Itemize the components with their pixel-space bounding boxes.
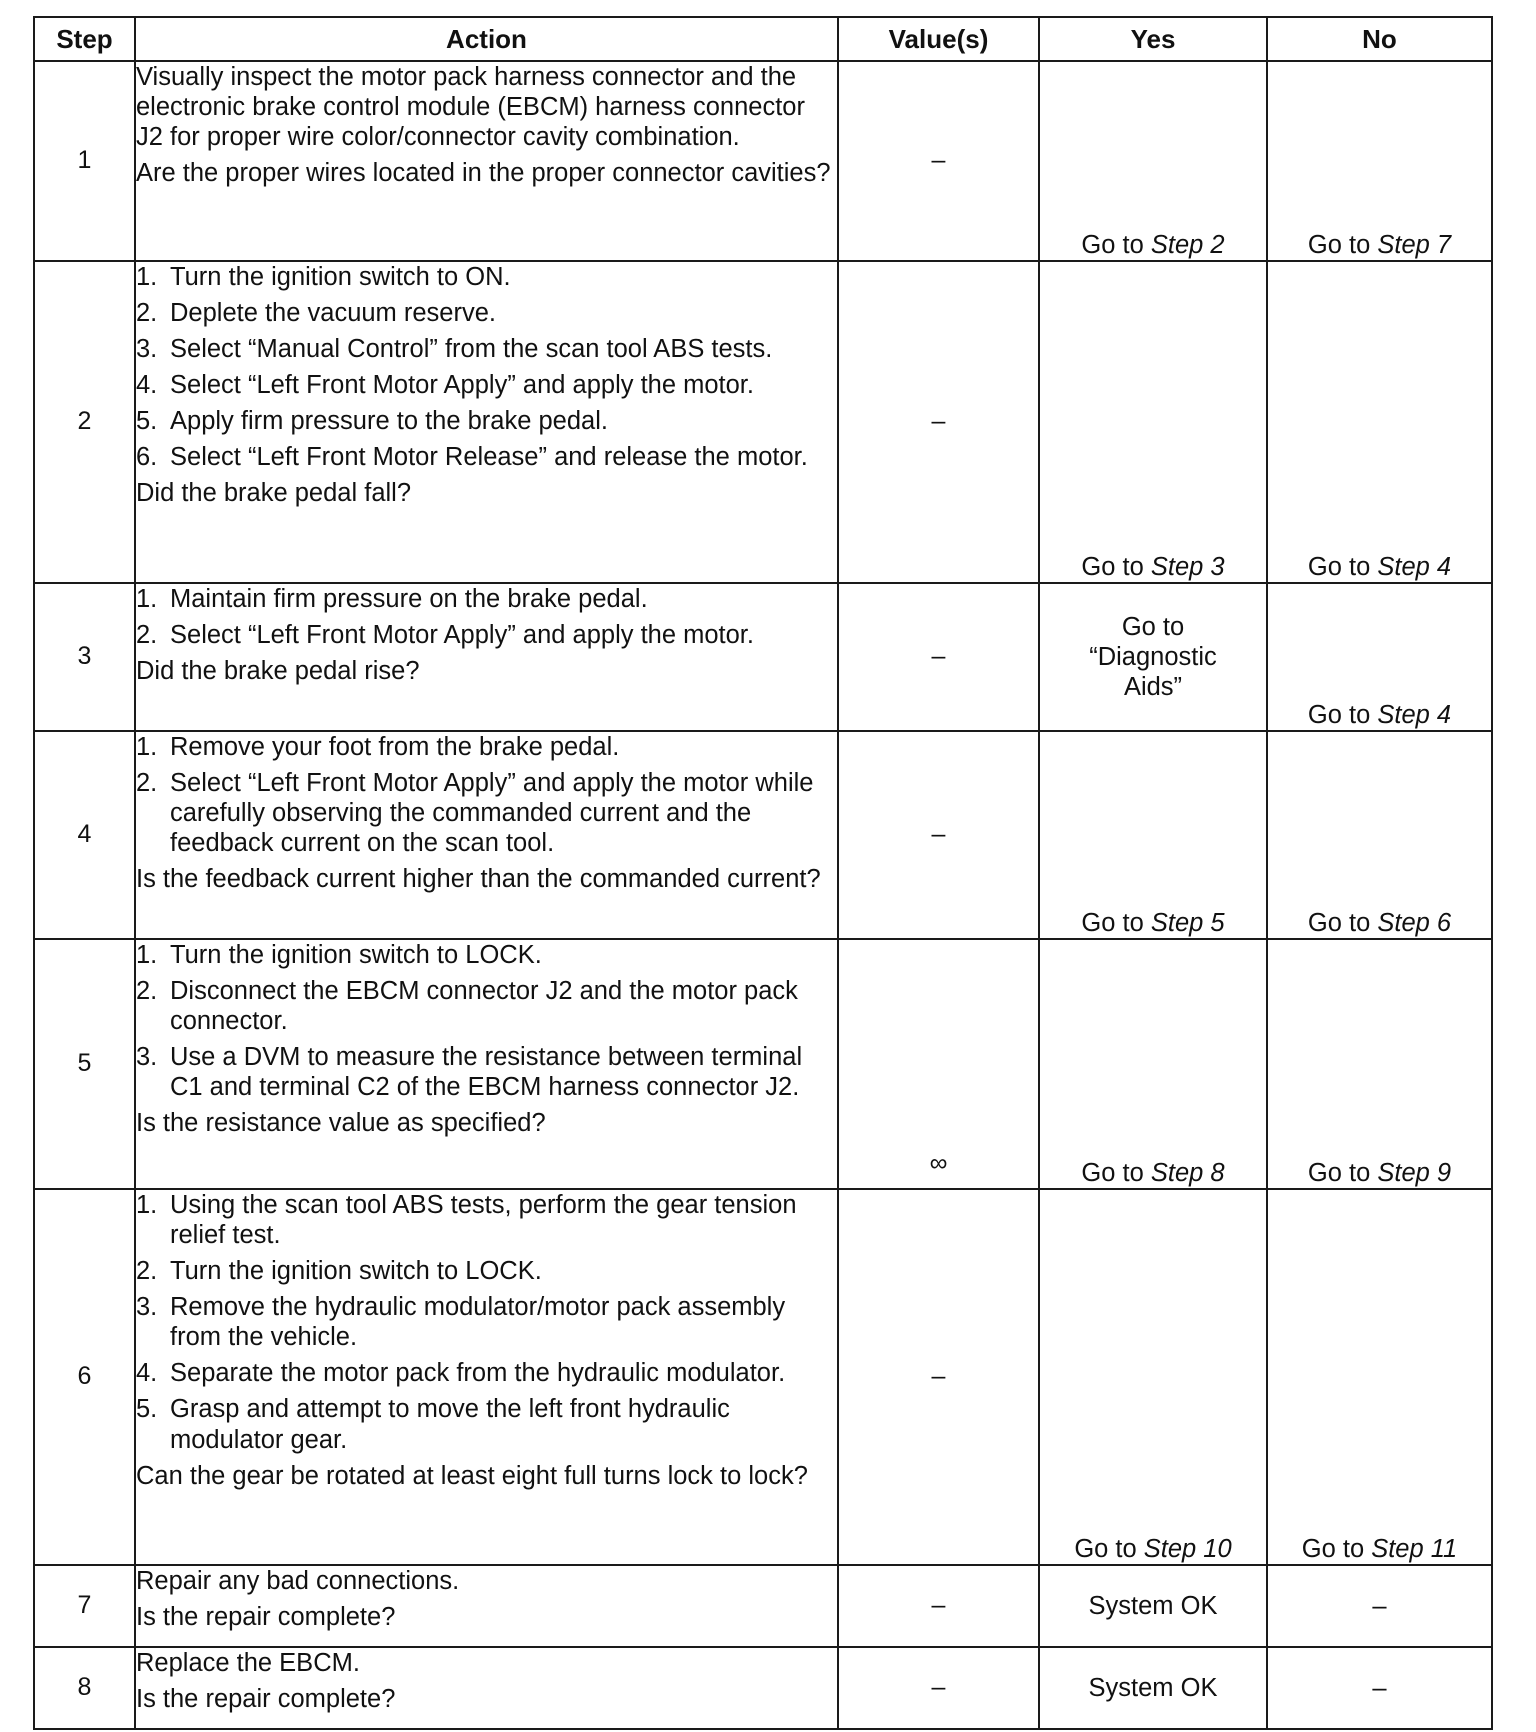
- go-to-step-link[interactable]: Step 4: [1377, 552, 1452, 581]
- list-item: [136, 1292, 837, 1352]
- header-yes: Yes: [1039, 17, 1267, 61]
- item-number: 1.: [136, 1191, 158, 1219]
- action-text: Replace the EBCM.: [136, 1649, 360, 1677]
- go-to-label: Go to: [1307, 552, 1378, 581]
- item-text: Deplete the vacuum reserve.: [170, 299, 496, 328]
- yes-cell[interactable]: [1039, 731, 1267, 939]
- list-item: [136, 620, 837, 650]
- list-item: [136, 406, 837, 436]
- item-number: 2.: [136, 1257, 158, 1286]
- table-row: [34, 1647, 1492, 1729]
- go-to-step-link[interactable]: Step 6: [1377, 908, 1452, 937]
- go-to-label: Go to: [1081, 230, 1151, 259]
- no-cell[interactable]: [1267, 261, 1492, 583]
- go-to-step-link[interactable]: Step 7: [1377, 230, 1452, 259]
- action-text: Visually inspect the motor pack harness connector and the electronic brake control module (EBCM) harness connector J2 for proper wire color/connector cavity combination.: [136, 63, 805, 152]
- item-text: Remove your foot from the brake pedal.: [170, 733, 620, 761]
- go-to-label: Go to: [1081, 552, 1151, 581]
- table-row: [34, 1189, 1492, 1565]
- item-number: 2.: [136, 977, 158, 1006]
- diagnostic-table-container: [33, 16, 1491, 1730]
- list-item: [136, 1358, 837, 1388]
- item-text: Turn the ignition switch to LOCK.: [170, 1257, 542, 1286]
- list-item: [136, 940, 837, 970]
- go-to-step-link[interactable]: Step 10: [1143, 1534, 1232, 1563]
- header-no: No: [1267, 17, 1492, 61]
- list-item: [136, 334, 837, 364]
- item-number: 3.: [136, 1043, 158, 1072]
- item-text: Select “Left Front Motor Apply” and apply the motor while carefully observing the commanded current and the feedback current on the scan tool.: [170, 769, 814, 858]
- value-cell: –: [838, 1189, 1039, 1565]
- list-item: [136, 976, 837, 1036]
- item-text: Using the scan tool ABS tests, perform the gear tension relief test.: [170, 1191, 797, 1250]
- list-item: [136, 1190, 837, 1250]
- step-number: 1: [34, 61, 135, 261]
- go-to-diagnostic-aids-link[interactable]: Go to “Diagnostic Aids”: [1089, 612, 1217, 702]
- step-number: 7: [34, 1565, 135, 1647]
- item-number: 5.: [136, 407, 158, 436]
- go-to-label: Go to: [1307, 1158, 1378, 1187]
- list-item: [136, 732, 837, 762]
- no-cell: –: [1267, 1565, 1492, 1647]
- action-steps-list: [136, 940, 837, 1102]
- action-question: Is the repair complete?: [136, 1685, 396, 1714]
- list-item: [136, 262, 837, 292]
- header-row: [34, 17, 1492, 61]
- action-steps-list: [136, 584, 837, 650]
- item-text: Remove the hydraulic modulator/motor pack assembly from the vehicle.: [170, 1293, 786, 1352]
- action-question: Did the brake pedal fall?: [136, 479, 412, 508]
- list-item: [136, 1394, 837, 1454]
- value-cell: –: [838, 61, 1039, 261]
- list-item: [136, 442, 837, 472]
- item-text: Grasp and attempt to move the left front hydraulic modulator gear.: [170, 1395, 730, 1454]
- table-row: [34, 1565, 1492, 1647]
- go-to-step-link[interactable]: Step 4: [1377, 700, 1452, 729]
- item-text: Disconnect the EBCM connector J2 and the motor pack connector.: [170, 977, 798, 1036]
- item-text: Apply firm pressure to the brake pedal.: [170, 407, 608, 436]
- item-number: 3.: [136, 1293, 158, 1322]
- yes-cell: System OK: [1039, 1565, 1267, 1647]
- diagnostic-table: [33, 16, 1493, 1730]
- item-text: Turn the ignition switch to LOCK.: [170, 941, 542, 969]
- item-text: Select “Left Front Motor Apply” and apply the motor.: [170, 621, 754, 650]
- action-cell: [135, 61, 838, 261]
- go-to-step-link[interactable]: Step 3: [1150, 552, 1225, 581]
- go-to-label: Go to: [1301, 1534, 1372, 1563]
- step-number: 4: [34, 731, 135, 939]
- go-to-step-link[interactable]: Step 2: [1150, 230, 1225, 259]
- item-text: Select “Left Front Motor Release” and release the motor.: [170, 443, 808, 472]
- item-text: Separate the motor pack from the hydraulic modulator.: [170, 1359, 786, 1388]
- action-question: Is the resistance value as specified?: [136, 1109, 546, 1138]
- action-steps-list: [136, 1190, 837, 1455]
- go-to-label: Go to: [1074, 1534, 1144, 1563]
- action-cell: [135, 1565, 838, 1647]
- no-cell[interactable]: [1267, 583, 1492, 731]
- table-row: [34, 731, 1492, 939]
- go-to-step-link[interactable]: Step 9: [1377, 1158, 1452, 1187]
- no-cell[interactable]: [1267, 1189, 1492, 1565]
- item-number: 6.: [136, 443, 158, 472]
- value-cell: –: [838, 583, 1039, 731]
- list-item: [136, 768, 837, 858]
- yes-cell[interactable]: [1039, 939, 1267, 1189]
- yes-cell[interactable]: [1039, 61, 1267, 261]
- value-cell: –: [838, 731, 1039, 939]
- value-cell: –: [838, 1647, 1039, 1729]
- list-item: [136, 584, 837, 614]
- action-cell: [135, 261, 838, 583]
- step-number: 6: [34, 1189, 135, 1565]
- action-steps-list: [136, 262, 837, 472]
- item-text: Turn the ignition switch to ON.: [170, 263, 511, 291]
- action-question: Can the gear be rotated at least eight full turns lock to lock?: [136, 1461, 808, 1490]
- header-step: Step: [34, 17, 135, 61]
- no-cell[interactable]: [1267, 61, 1492, 261]
- item-number: 1.: [136, 733, 158, 761]
- header-action: Action: [135, 17, 838, 61]
- item-number: 5.: [136, 1395, 158, 1424]
- step-number: 8: [34, 1647, 135, 1729]
- item-number: 2.: [136, 769, 158, 798]
- item-text: Maintain firm pressure on the brake pedal.: [170, 585, 648, 613]
- value-cell: –: [838, 261, 1039, 583]
- list-item: [136, 370, 837, 400]
- yes-cell[interactable]: [1039, 583, 1267, 731]
- item-number: 4.: [136, 371, 158, 400]
- go-to-step-link[interactable]: Step 8: [1150, 1158, 1225, 1187]
- item-number: 3.: [136, 335, 158, 364]
- item-number: 4.: [136, 1359, 158, 1388]
- table-row: [34, 939, 1492, 1189]
- action-question: Did the brake pedal rise?: [136, 657, 420, 686]
- go-to-label: Go to: [1081, 1158, 1151, 1187]
- item-number: 2.: [136, 621, 158, 650]
- yes-cell[interactable]: [1039, 1189, 1267, 1565]
- action-cell: [135, 583, 838, 731]
- item-number: 1.: [136, 585, 158, 613]
- yes-cell: System OK: [1039, 1647, 1267, 1729]
- list-item: [136, 1042, 837, 1102]
- list-item: [136, 298, 837, 328]
- go-to-label: Go to: [1307, 230, 1378, 259]
- yes-cell[interactable]: [1039, 261, 1267, 583]
- step-number: 2: [34, 261, 135, 583]
- step-number: 3: [34, 583, 135, 731]
- action-cell: [135, 1189, 838, 1565]
- item-number: 1.: [136, 263, 158, 291]
- item-text: Select “Manual Control” from the scan tool ABS tests.: [170, 335, 773, 364]
- go-to-step-link[interactable]: Step 5: [1150, 908, 1225, 937]
- go-to-label: Go to: [1307, 700, 1378, 729]
- action-question: Is the feedback current higher than the commanded current?: [136, 865, 821, 894]
- go-to-label: Go to: [1081, 908, 1151, 937]
- table-row: [34, 61, 1492, 261]
- value-cell: ∞: [838, 939, 1039, 1189]
- item-text: Use a DVM to measure the resistance between terminal C1 and terminal C2 of the EBCM harness connector J2.: [170, 1043, 803, 1102]
- action-question: Is the repair complete?: [136, 1603, 396, 1632]
- item-text: Select “Left Front Motor Apply” and apply the motor.: [170, 371, 754, 400]
- action-steps-list: [136, 732, 837, 858]
- table-row: [34, 583, 1492, 731]
- table-row: [34, 261, 1492, 583]
- no-cell[interactable]: [1267, 939, 1492, 1189]
- action-cell: [135, 731, 838, 939]
- header-values: Value(s): [838, 17, 1039, 61]
- action-text: Repair any bad connections.: [136, 1567, 460, 1595]
- action-question: Are the proper wires located in the proper connector cavities?: [136, 159, 831, 188]
- action-cell: [135, 1647, 838, 1729]
- list-item: [136, 1256, 837, 1286]
- go-to-step-link[interactable]: Step 11: [1371, 1534, 1458, 1563]
- step-number: 5: [34, 939, 135, 1189]
- value-cell: –: [838, 1565, 1039, 1647]
- item-number: 1.: [136, 941, 158, 969]
- no-cell[interactable]: [1267, 731, 1492, 939]
- action-cell: [135, 939, 838, 1189]
- item-number: 2.: [136, 299, 158, 328]
- no-cell: –: [1267, 1647, 1492, 1729]
- go-to-label: Go to: [1307, 908, 1378, 937]
